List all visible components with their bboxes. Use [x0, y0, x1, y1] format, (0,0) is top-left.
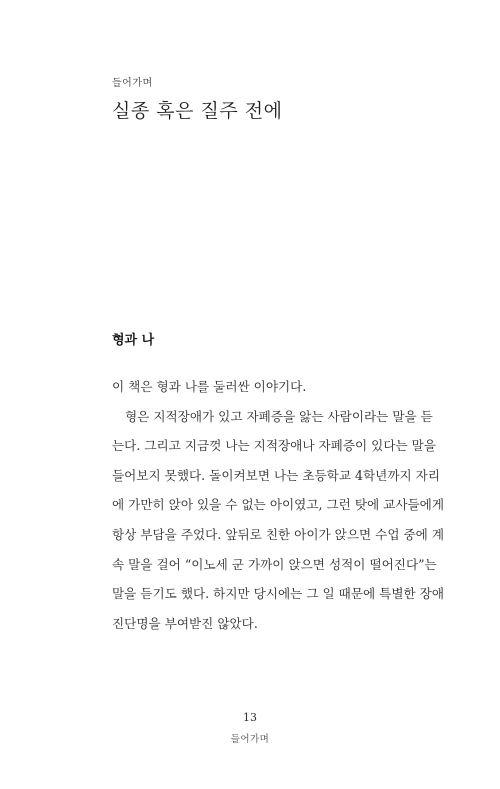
body-line: 진단명을 부여받진 않았다.: [112, 615, 258, 631]
body-line: 이 책은 형과 나를 둘러싼 이야기다.: [112, 379, 307, 394]
body-line: 에 가만히 앉아 있을 수 없는 아이였고, 그런 탓에 교사들에게: [112, 497, 445, 513]
chapter-title: 실종 혹은 질주 전에: [112, 100, 283, 122]
running-footer: 들어가며: [230, 734, 270, 745]
body-line: 말을 듣기도 했다. 하지만 당시에는 그 일 때문에 특별한 장애: [112, 586, 445, 602]
chapter-label: 들어가며: [112, 78, 153, 89]
body-line: 들어보지 못했다. 돌이켜보면 나는 초등학교 4학년까지 자리: [112, 467, 441, 483]
body-line: 속 말을 걸어 “이노세 군 가까이 앉으면 성적이 떨어진다”는: [112, 556, 437, 572]
body-text: [112, 372, 445, 638]
body-line: 형은 지적장애가 있고 자폐증을 앓는 사람이라는 말을 듣: [125, 408, 433, 424]
page-number: 13: [243, 711, 257, 724]
section-heading: 형과 나: [112, 333, 155, 348]
body-line: 항상 부담을 주었다. 앞뒤로 친한 아이가 앉으면 수업 중에 계: [112, 526, 445, 542]
body-line: 는다. 그리고 지금껏 나는 지적장애나 자폐증이 있다는 말을: [112, 438, 436, 454]
